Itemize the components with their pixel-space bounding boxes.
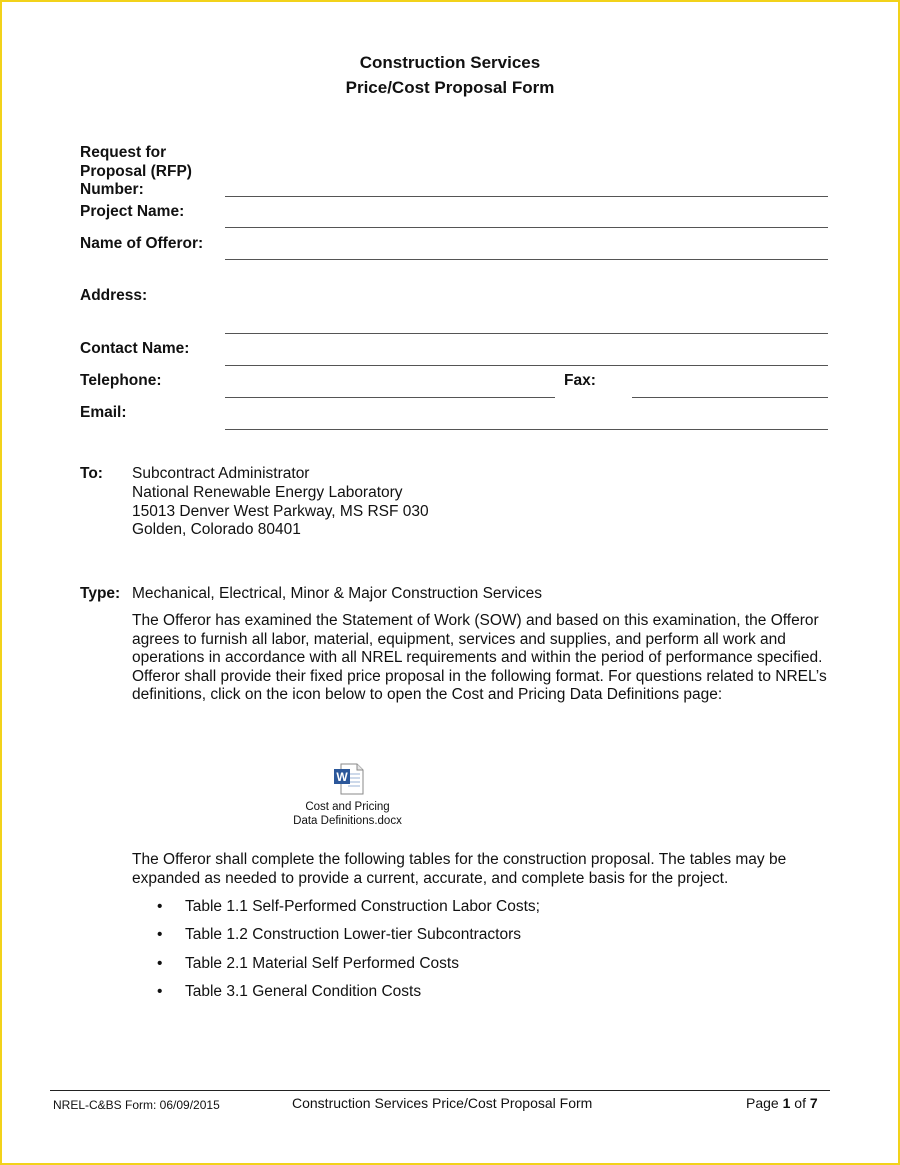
list-item-text: Table 1.1 Self-Performed Construction Labor Costs; — [185, 898, 540, 915]
list-item — [157, 926, 521, 944]
contact-name-label: Contact Name: — [80, 340, 190, 357]
page-title: Construction Services — [359, 53, 541, 72]
recipient-city: Golden, Colorado 80401 — [132, 521, 301, 538]
list-item-text: Table 3.1 General Condition Costs — [185, 983, 422, 1000]
type-value: Mechanical, Electrical, Minor & Major Construction Services — [132, 585, 543, 602]
telephone-label: Telephone: — [80, 372, 162, 389]
attachment-name-line2: Data Definitions.docx — [293, 815, 402, 827]
footer-form-id: NREL-C&BS Form: 06/09/2015 — [53, 1098, 220, 1112]
recipient-title: Subcontract Administrator — [132, 465, 310, 482]
contact-name-field[interactable] — [225, 365, 828, 366]
word-document-icon — [331, 762, 365, 796]
bullet-icon: • — [157, 983, 163, 1000]
telephone-field[interactable] — [225, 397, 555, 398]
recipient-organization: National Renewable Energy Laboratory — [132, 484, 403, 501]
email-label: Email: — [80, 404, 127, 421]
footer-title: Construction Services Price/Cost Proposal Form — [292, 1095, 593, 1111]
list-item-text: Table 2.1 Material Self Performed Costs — [185, 955, 459, 972]
attachment-link[interactable] — [275, 762, 420, 828]
page-subtitle: Price/Cost Proposal Form — [345, 78, 555, 97]
project-name-field[interactable] — [225, 227, 828, 228]
bullet-icon: • — [157, 898, 163, 915]
rfp-field[interactable] — [225, 196, 828, 197]
address-field[interactable] — [225, 333, 828, 334]
address-label: Address: — [80, 287, 148, 304]
rfp-label: Request for Proposal (RFP) Number: — [80, 144, 192, 198]
attachment-name-line1: Cost and Pricing — [305, 801, 390, 813]
recipient-street: 15013 Denver West Parkway, MS RSF 030 — [132, 503, 429, 520]
email-field[interactable] — [225, 429, 828, 430]
bullet-icon: • — [157, 955, 163, 972]
page-number: Page 1 of 7 — [746, 1095, 818, 1111]
offeror-name-field[interactable] — [225, 259, 828, 260]
to-label: To: — [80, 465, 103, 482]
list-item-text: Table 1.2 Construction Lower-tier Subcontractors — [185, 926, 521, 943]
fax-field[interactable] — [632, 397, 828, 398]
type-label: Type: — [80, 585, 121, 602]
list-item — [157, 898, 540, 916]
fax-label: Fax: — [564, 372, 596, 389]
tables-intro: The Offeror shall complete the following tables for the construction proposal. The tables may be expanded as needed to provide a current, accurate, and complete basis for the project. — [132, 851, 787, 887]
list-item — [157, 955, 459, 973]
offeror-name-label: Name of Offeror: — [80, 235, 204, 252]
offeror-statement: The Offeror has examined the Statement of Work (SOW) and based on this examination, the Offeror agrees to furnish all labor, material, equipment, services and supplies, and perform all work and operations in accordance with all NREL requirements and within the period of performance specified. Offeror shall provide their fixed price proposal in the following format. For questions related to NREL’s definitions, click on the icon below to open the Cost and Pricing Data Definitions page: — [132, 612, 827, 704]
project-name-label: Project Name: — [80, 203, 185, 220]
svg-text:W: W — [335, 770, 348, 784]
bullet-icon: • — [157, 926, 163, 943]
footer-divider — [50, 1090, 830, 1091]
list-item — [157, 983, 421, 1001]
